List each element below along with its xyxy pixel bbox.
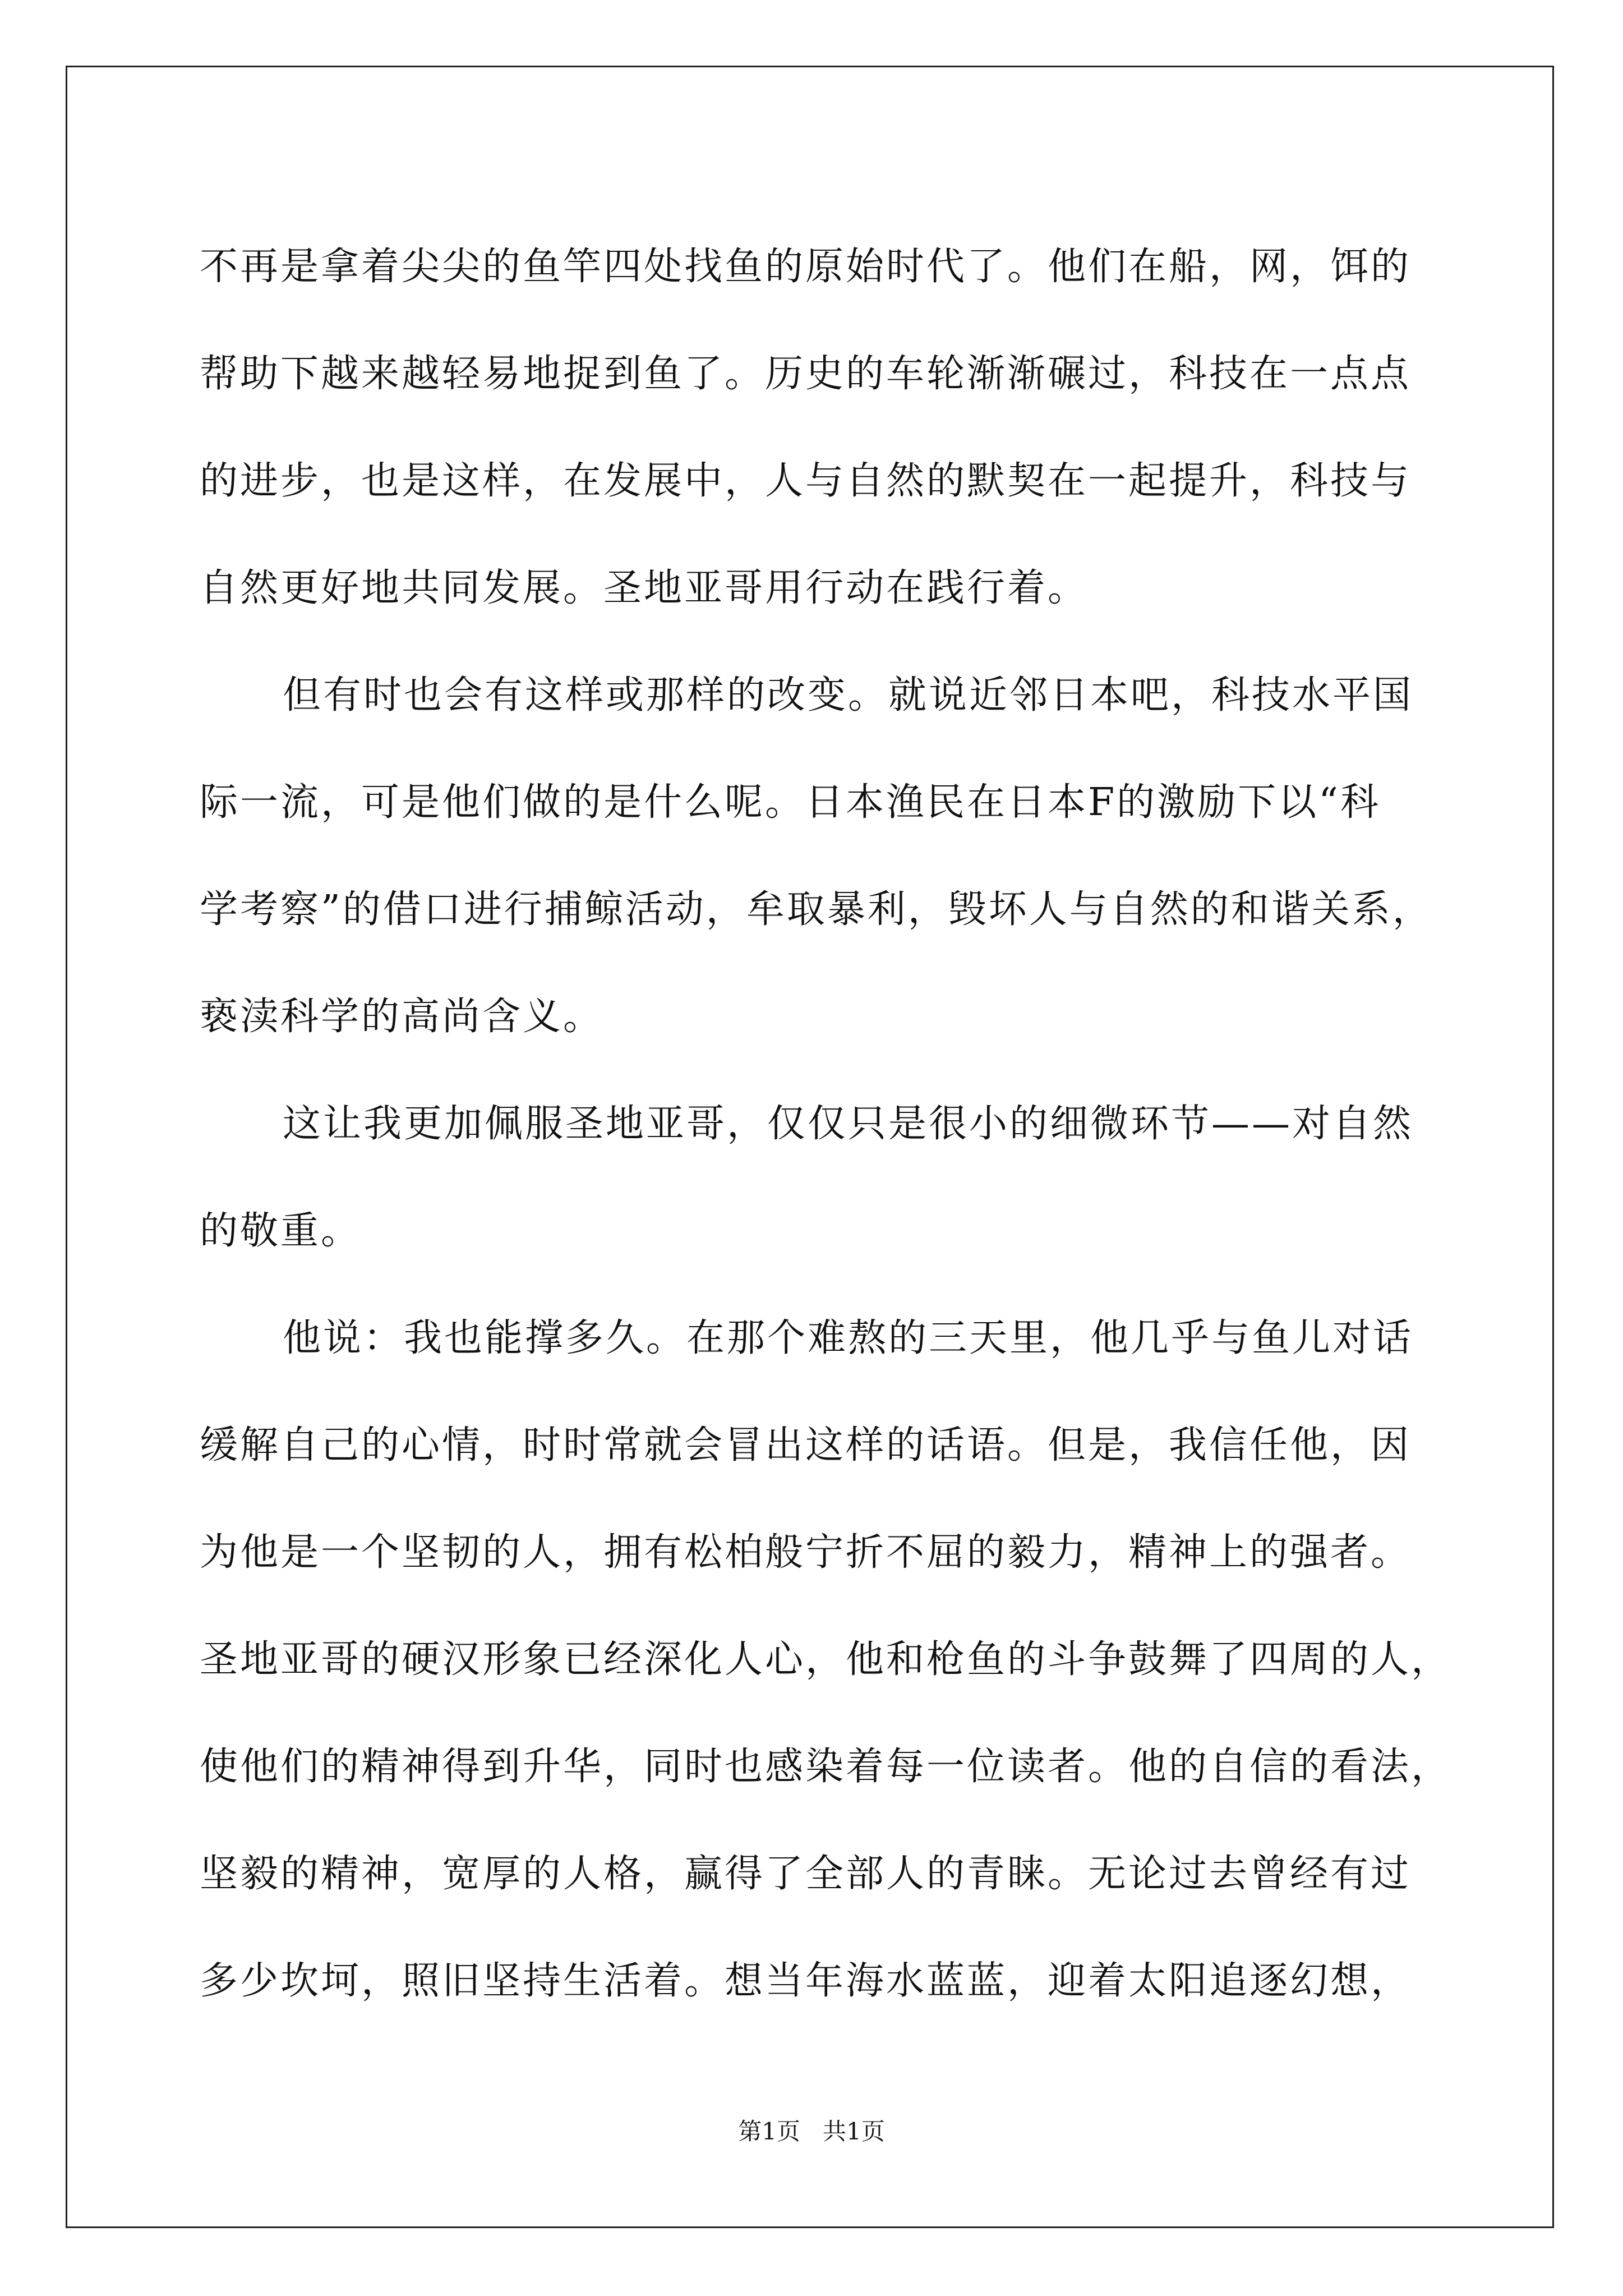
paragraph-2 [200,642,1439,1070]
paragraph-4 [200,1285,1452,2035]
text-line: 圣地亚哥的硬汉形象已经深化人心，他和枪鱼的斗争鼓舞了四周的人， [200,1637,1452,1682]
page-total: 共1页 [823,2118,885,2145]
page-number: 第1页 [738,2118,800,2145]
text-line: 自然更好地共同发展。圣地亚哥用行动在践行着。 [200,566,1089,610]
page-footer [0,2115,1623,2148]
paragraph-3 [200,1070,1439,1285]
text-line: 多少坎坷，照旧坚持生活着。想当年海水蓝蓝，迎着太阳追逐幻想， [200,1959,1412,2003]
text-line: 际一流，可是他们做的是什么呢。日本渔民在日本F的激励下以“科 [200,780,1381,825]
paragraph-1 [200,213,1439,642]
document-body [200,213,1452,2035]
text-line: 使他们的精神得到升华，同时也感染着每一位读者。他的自信的看法， [200,1745,1452,1789]
text-line: 他说：我也能撑多久。在那个难熬的三天里，他几乎与鱼儿对话 [283,1316,1414,1360]
text-line: 缓解自己的心情，时时常就会冒出这样的话语。但是，我信任他，因 [200,1423,1412,1467]
text-line: 学考察”的借口进行捕鲸活动，牟取暴利，毁坏人与自然的和谐关系， [200,887,1433,932]
text-line: 的进步，也是这样，在发展中，人与自然的默契在一起提升，科技与 [200,459,1412,503]
text-line: 亵渎科学的高尚含义。 [200,995,604,1039]
text-line: 坚毅的精神，宽厚的人格，赢得了全部人的青睐。无论过去曾经有过 [200,1852,1412,1896]
text-line: 帮助下越来越轻易地捉到鱼了。历史的车轮渐渐碾过，科技在一点点 [200,352,1412,396]
text-line: 不再是拿着尖尖的鱼竿四处找鱼的原始时代了。他们在船，网，饵的 [200,245,1412,289]
text-line: 为他是一个坚韧的人，拥有松柏般宁折不屈的毅力，精神上的强者。 [200,1530,1412,1575]
text-line: 的敬重。 [200,1209,362,1253]
text-line: 这让我更加佩服圣地亚哥，仅仅只是很小的细微环节——对自然 [283,1102,1414,1146]
text-line: 但有时也会有这样或那样的改变。就说近邻日本吧，科技水平国 [283,673,1414,717]
